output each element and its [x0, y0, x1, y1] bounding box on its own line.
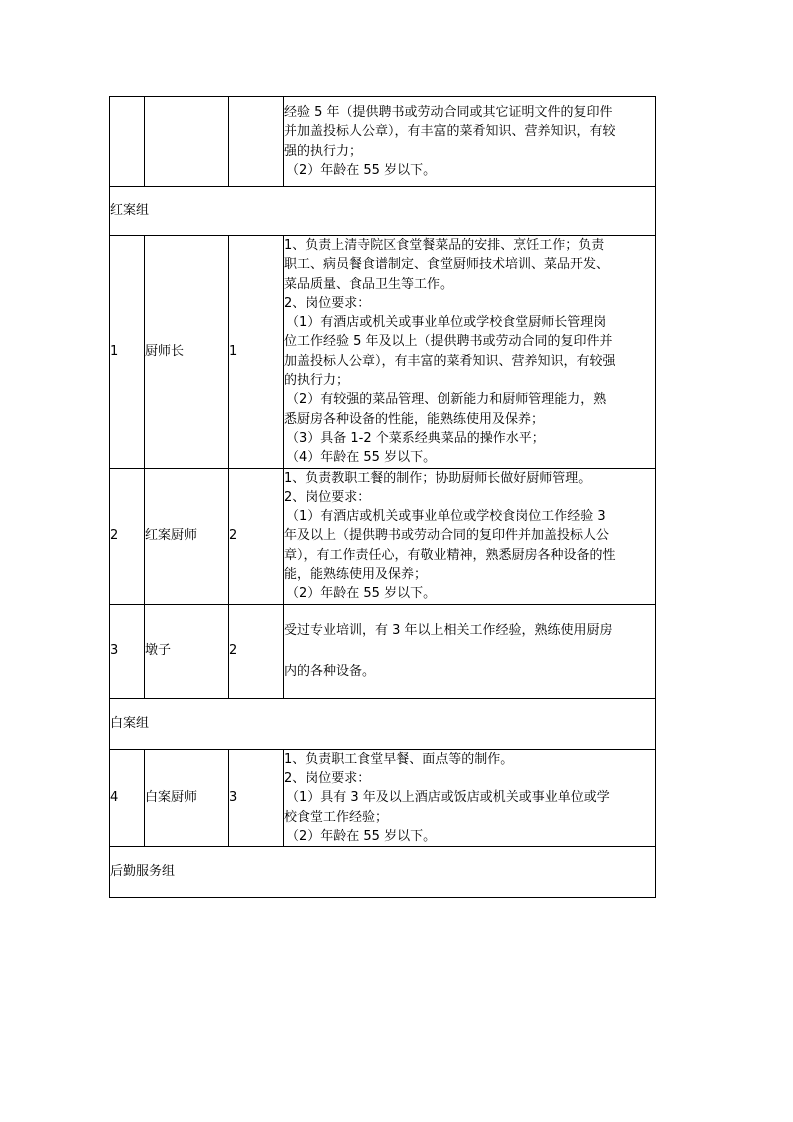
requirement-line: 1、负责教职工餐的制作；协助厨师长做好厨师管理。 [284, 470, 592, 486]
position-cell [145, 97, 229, 187]
table-row-continuation [110, 97, 656, 187]
table-row [110, 468, 656, 604]
position-title: 白案厨师 [145, 749, 229, 846]
row-number: 3 [110, 604, 145, 698]
requirements-cell [284, 604, 656, 698]
job-requirements-table [109, 96, 656, 898]
requirement-line: 能，能熟练使用及保养； [284, 567, 428, 583]
position-title: 墩子 [145, 604, 229, 698]
headcount-cell [229, 97, 284, 187]
requirement-line: 1、负责上清寺院区食堂餐菜品的安排、烹饪工作；负责 [284, 238, 605, 253]
requirement-line: 章），有工作责任心，有敬业精神，熟悉厨房各种设备的性 [284, 547, 616, 563]
requirement-line: （2）年龄在 55 岁以下。 [286, 162, 437, 178]
requirement-line: 经验 5 年（提供聘书或劳动合同或其它证明文件的复印件 [284, 104, 613, 120]
group-label-red: 红案组 [110, 187, 656, 236]
requirement-line: 1、负责职工食堂早餐、面点等的制作。 [284, 751, 514, 767]
requirement-line: （4）年龄在 55 岁以下。 [286, 450, 437, 466]
requirement-line: 年及以上（提供聘书或劳动合同的复印件并加盖投标人公 [284, 528, 610, 544]
requirement-line: 并加盖投标人公章），有丰富的菜肴知识、营养知识，有较 [284, 124, 616, 140]
headcount: 1 [229, 236, 284, 469]
position-title: 厨师长 [145, 236, 229, 469]
requirement-line: 校食堂工作经验； [284, 809, 389, 825]
requirement-line: 受过专业培训，有 3 年以上相关工作经验，熟练使用厨房 [284, 622, 613, 638]
number-cell [110, 97, 145, 187]
requirement-line: （2）年龄在 55 岁以下。 [286, 828, 437, 844]
requirements-cell [284, 749, 656, 846]
table-row [110, 604, 656, 698]
requirement-line: 内的各种设备。 [284, 664, 376, 680]
requirement-line: 2、岗位要求： [284, 770, 371, 786]
requirement-line: 菜品质量、食品卫生等工作。 [284, 276, 454, 292]
table-row [110, 236, 656, 469]
group-row-white [110, 698, 656, 749]
requirement-line: （2）有较强的菜品管理、创新能力和厨师管理能力，熟 [286, 392, 607, 408]
requirement-line: 加盖投标人公章），有丰富的菜肴知识、营养知识，有较强 [284, 353, 616, 369]
row-number: 2 [110, 468, 145, 604]
requirement-line: （1）具有 3 年及以上酒店或饭店或机关或事业单位或学 [286, 790, 610, 806]
requirement-line: 的执行力； [284, 373, 350, 389]
headcount: 2 [229, 468, 284, 604]
group-label-white: 白案组 [110, 698, 656, 749]
requirement-line: （1）有酒店或机关或事业单位或学校食岗位工作经验 3 [286, 509, 606, 525]
row-number: 4 [110, 749, 145, 846]
requirement-line: 悉厨房各种设备的性能，能熟练使用及保养； [284, 411, 545, 427]
group-label-logistics: 后勤服务组 [110, 847, 656, 898]
group-row-logistics [110, 847, 656, 898]
requirement-line: 位工作经验 5 年及以上（提供聘书或劳动合同的复印件并 [284, 334, 613, 350]
headcount: 2 [229, 604, 284, 698]
requirements-cell [284, 97, 656, 187]
requirement-line: （1）有酒店或机关或事业单位或学校食堂厨师长管理岗 [286, 315, 607, 331]
requirement-line: 2、岗位要求： [284, 295, 371, 311]
group-row-red [110, 187, 656, 236]
table-row [110, 749, 656, 846]
row-number: 1 [110, 236, 145, 469]
requirements-cell [284, 468, 656, 604]
headcount: 3 [229, 749, 284, 846]
requirement-line: （2）年龄在 55 岁以下。 [286, 586, 437, 602]
requirement-line: 2、岗位要求： [284, 489, 371, 505]
requirement-line: 强的执行力； [284, 143, 363, 159]
requirements-cell [284, 236, 656, 469]
requirement-line: （3）具备 1-2 个菜系经典菜品的操作水平； [286, 430, 545, 446]
position-title: 红案厨师 [145, 468, 229, 604]
requirement-line: 职工、病员餐食谱制定、食堂厨师技术培训、菜品开发、 [284, 257, 610, 273]
